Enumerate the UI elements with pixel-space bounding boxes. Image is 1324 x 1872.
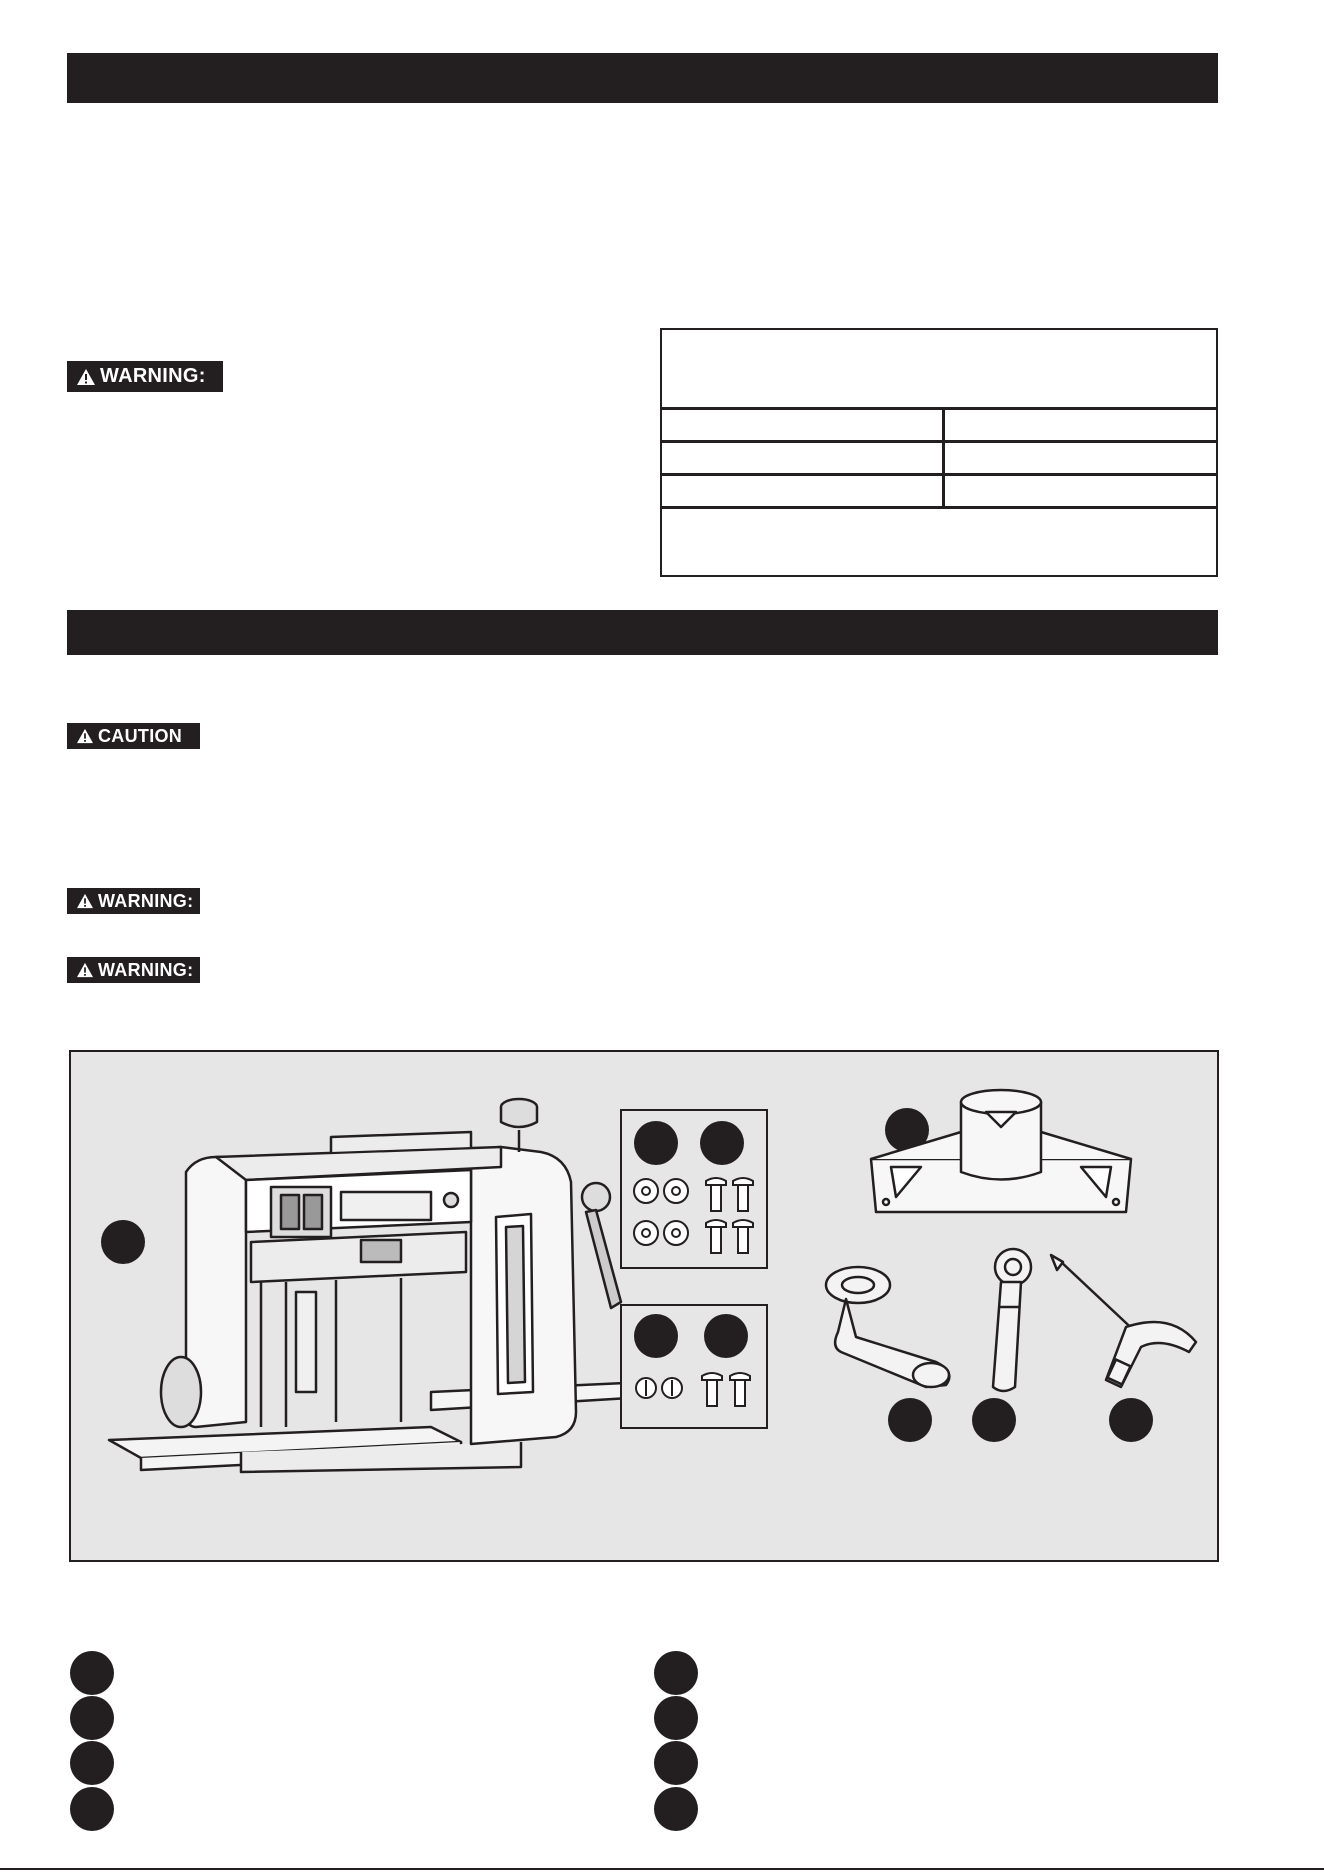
callout-marker [634, 1121, 678, 1165]
callout-marker [972, 1398, 1016, 1442]
legend-marker [654, 1741, 698, 1785]
dust-hood-illustration [866, 1087, 1136, 1237]
callout-marker [888, 1398, 932, 1442]
legend-marker [654, 1787, 698, 1831]
section-header-bar [67, 610, 1218, 655]
handle-illustration [971, 1247, 1051, 1397]
caution-badge [67, 723, 200, 749]
crank-handle-illustration [816, 1257, 966, 1392]
specifications-table [660, 328, 1218, 577]
warning-badge [67, 888, 200, 914]
legend-marker [70, 1787, 114, 1831]
hex-wrench-illustration [1041, 1252, 1211, 1397]
warning-triangle-icon [76, 962, 94, 978]
table-divider [662, 506, 1216, 509]
warning-triangle-icon [76, 368, 96, 386]
legend-marker [70, 1741, 114, 1785]
page-bottom-rule [0, 1868, 1324, 1870]
callout-marker [634, 1314, 678, 1358]
legend-marker [654, 1651, 698, 1695]
warning-triangle-icon [76, 728, 94, 744]
thickness-planer-illustration [101, 1092, 641, 1512]
table-divider [662, 440, 1216, 443]
legend-marker [70, 1651, 114, 1695]
warning-label: WARNING: [98, 959, 194, 980]
callout-marker [704, 1314, 748, 1358]
warning-triangle-icon [76, 893, 94, 909]
section-header-bar [67, 53, 1218, 103]
carton-contents-figure [69, 1050, 1219, 1562]
legend-marker [70, 1696, 114, 1740]
callout-marker [700, 1121, 744, 1165]
table-column-divider [942, 407, 945, 507]
washers-and-screws-icon [630, 1368, 760, 1418]
washers-and-screws-icon [630, 1173, 760, 1263]
warning-label: WARNING: [100, 365, 206, 387]
callout-marker [1109, 1398, 1153, 1442]
caution-label: CAUTION [98, 725, 183, 746]
warning-badge [67, 361, 223, 392]
callout-marker [101, 1220, 145, 1264]
warning-badge [67, 957, 200, 983]
table-divider [662, 473, 1216, 476]
legend-marker [654, 1696, 698, 1740]
table-divider [662, 407, 1216, 410]
warning-label: WARNING: [98, 890, 194, 911]
hardware-box [620, 1109, 768, 1269]
hardware-box [620, 1304, 768, 1429]
